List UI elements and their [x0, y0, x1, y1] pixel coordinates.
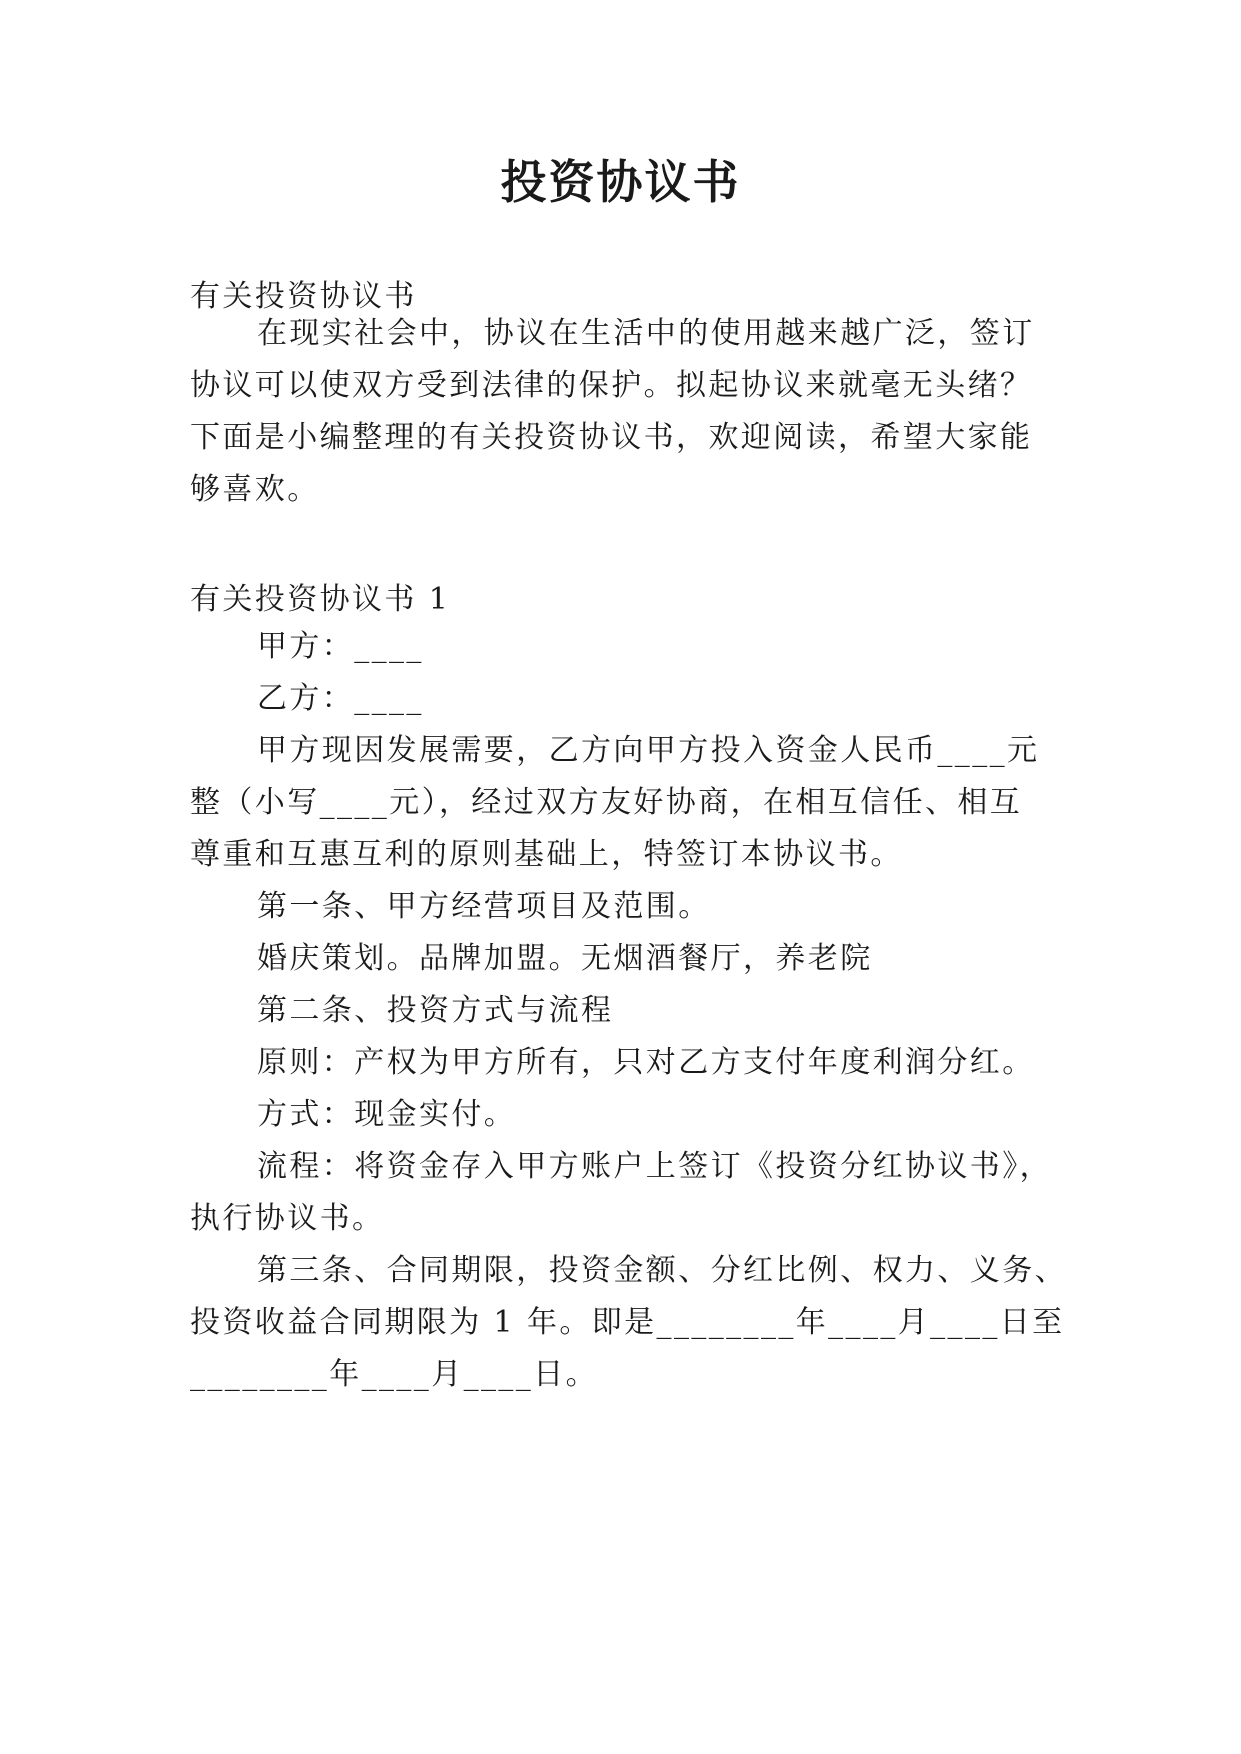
- article3-line-3: ________年____月____日。: [190, 1357, 598, 1392]
- intro-heading: 有关投资协议书: [190, 279, 417, 314]
- article3-line-1: 第三条、合同期限，投资金额、分红比例、权力、义务、: [257, 1253, 1067, 1288]
- method-line: 方式：现金实付。: [257, 1097, 517, 1132]
- intro-line-1: 在现实社会中，协议在生活中的使用越来越广泛，签订: [257, 316, 1035, 351]
- article1-content: 婚庆策划。品牌加盟。无烟酒餐厅，养老院: [257, 941, 873, 976]
- intro-line-4: 够喜欢。: [190, 472, 320, 507]
- party-a-line: 甲方：____: [257, 629, 424, 664]
- party-b-line: 乙方：____: [257, 681, 424, 716]
- para1-line-1: 甲方现因发展需要，乙方向甲方投入资金人民币____元: [257, 733, 1040, 768]
- article3-line-2: 投资收益合同期限为 1 年。即是________年____月____日至: [190, 1305, 1065, 1340]
- section1-heading: 有关投资协议书 1: [190, 582, 451, 617]
- para1-line-2: 整（小写____元），经过双方友好协商，在相互信任、相互: [190, 785, 1023, 820]
- intro-line-3: 下面是小编整理的有关投资协议书，欢迎阅读，希望大家能: [190, 420, 1033, 455]
- article1-heading: 第一条、甲方经营项目及范围。: [257, 889, 711, 924]
- principle-line: 原则：产权为甲方所有，只对乙方支付年度利润分红。: [257, 1045, 1035, 1080]
- document-title: 投资协议书: [500, 155, 741, 209]
- intro-line-2: 协议可以使双方受到法律的保护。拟起协议来就毫无头绪？: [190, 368, 1033, 403]
- para1-line-3: 尊重和互惠互利的原则基础上，特签订本协议书。: [190, 837, 903, 872]
- process-line-2: 执行协议书。: [190, 1201, 385, 1236]
- article2-heading: 第二条、投资方式与流程: [257, 993, 614, 1028]
- process-line-1: 流程：将资金存入甲方账户上签订《投资分红协议书》，: [257, 1149, 1052, 1184]
